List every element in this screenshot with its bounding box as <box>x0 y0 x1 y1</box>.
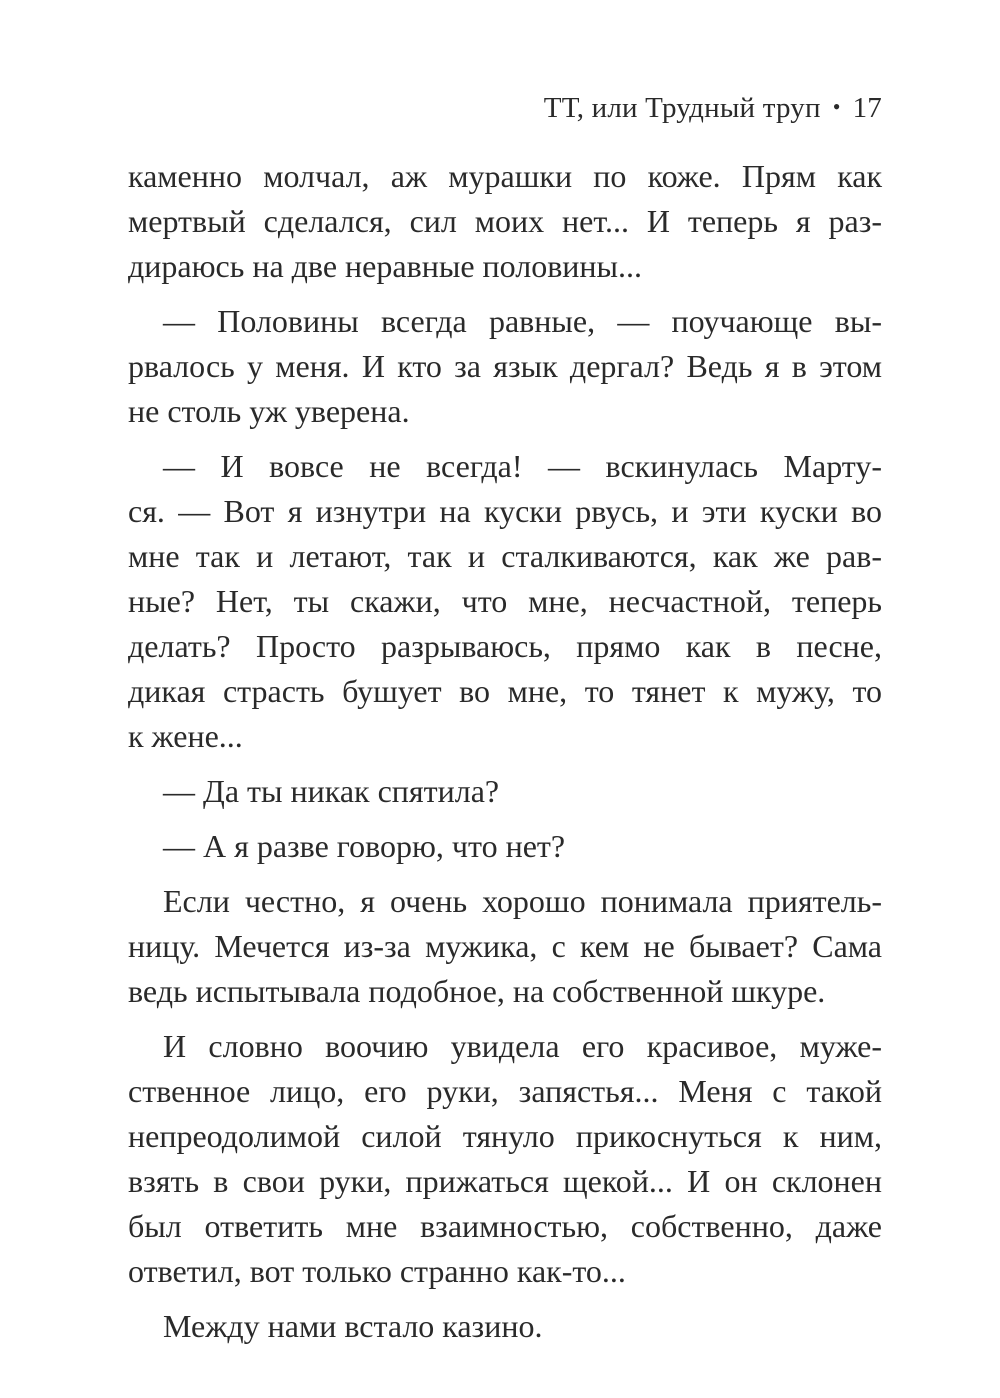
text-line: был ответить мне взаимностью, собственно, даже <box>128 1208 882 1244</box>
text-line: делать? Просто разрываюсь, прямо как в песне, <box>128 628 882 664</box>
running-header-title: ТТ, или Трудный труп <box>543 92 821 124</box>
text-line: дираюсь на две неравные половины... <box>128 248 643 284</box>
text-line: ведь испытывала подобное, на собственной шкуре. <box>128 973 826 1009</box>
text-line: — А я разве говорю, что нет? <box>163 828 566 864</box>
text-line: — Да ты никак спятила? <box>163 773 500 809</box>
text-line: каменно молчал, аж мурашки по коже. Прям как <box>128 158 882 194</box>
text-line: ные? Нет, ты скажи, что мне, несчастной, теперь <box>128 583 882 619</box>
text-line: не столь уж уверена. <box>128 393 410 429</box>
text-line: ся. — Вот я изнутри на куски рвусь, и эти куски во <box>128 493 882 529</box>
text-line: ственное лицо, его руки, запястья... Меня с такой <box>128 1073 882 1109</box>
paragraph <box>128 299 882 434</box>
text-line: И словно воочию увидела его красивое, муже- <box>163 1028 882 1064</box>
header-bullet: • <box>832 94 841 119</box>
text-line: мертвый сделался, сил моих нет... И теперь я раз- <box>128 203 882 239</box>
paragraph <box>128 444 882 759</box>
text-line: мне так и летают, так и сталкиваются, как же рав- <box>128 538 882 574</box>
paragraph <box>128 1024 882 1294</box>
paragraph <box>128 879 882 1014</box>
running-header <box>544 86 882 132</box>
text-line: взять в свои руки, прижаться щекой... И он склонен <box>128 1163 882 1199</box>
paragraph <box>128 769 882 814</box>
text-line: Если честно, я очень хорошо понимала приятель- <box>163 883 882 919</box>
paragraph <box>128 1304 882 1349</box>
text-line: Между нами встало казино. <box>163 1308 543 1344</box>
text-line: непреодолимой силой тянуло прикоснуться к ним, <box>128 1118 882 1154</box>
text-line: к жене... <box>128 718 243 754</box>
text-line: ответил, вот только странно как-то... <box>128 1253 626 1289</box>
text-line: дикая страсть бушует во мне, то тянет к мужу, то <box>128 673 882 709</box>
body-text <box>128 154 882 1349</box>
text-line: рвалось у меня. И кто за язык дергал? Ведь я в этом <box>128 348 882 384</box>
text-line: ницу. Мечется из-за мужика, с кем не бывает? Сама <box>128 928 882 964</box>
text-line: — И вовсе не всегда! — вскинулась Марту- <box>163 448 882 484</box>
text-line: — Половины всегда равные, — поучающе вы- <box>163 303 882 339</box>
paragraph <box>128 154 882 289</box>
paragraph <box>128 824 882 869</box>
page-number: 17 <box>852 92 882 124</box>
